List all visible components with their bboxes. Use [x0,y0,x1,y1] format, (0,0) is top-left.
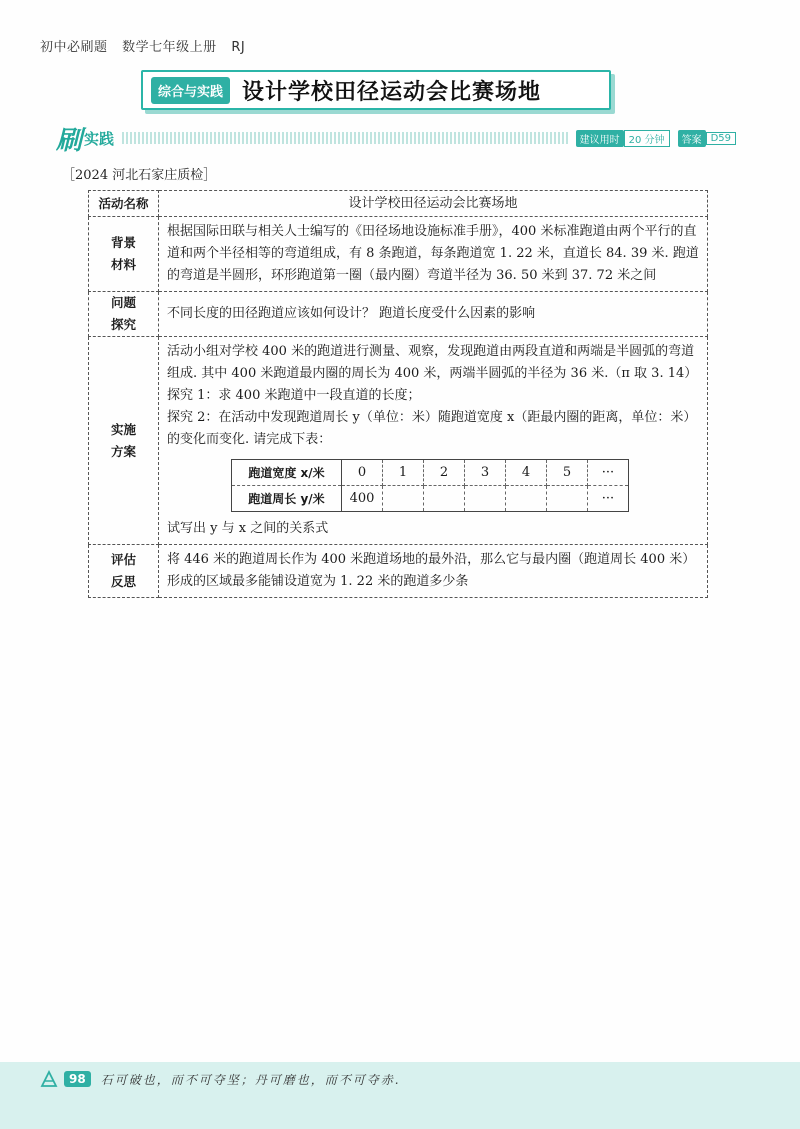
running-header [40,36,255,55]
time-value: 20 分钟 [624,130,670,147]
label-reflection: 评估 反思 [110,552,136,589]
table-row [89,337,708,545]
table-cell-blank[interactable] [383,486,424,512]
table-row [89,292,708,337]
section-label: 实践 [84,129,115,148]
activity-table [88,190,708,598]
table-cell: ··· [588,486,629,512]
series-name: 初中必刷题 [40,40,108,55]
reflection-content: 将 446 米的跑道周长作为 400 米跑道场地的最外沿，那么它与最内圈（跑道周长 400 米）形成的区域最多能铺设道宽为 1. 22 米的跑道多少条 [159,545,708,598]
footer-motto: 石可破也，而不可夺坚；丹可磨也，而不可夺赤. [100,1072,401,1087]
table-cell: 1 [383,460,424,486]
time-label: 建议用时 [576,130,624,147]
edition-name: RJ [231,40,246,55]
table-cell: 3 [465,460,506,486]
table-cell: 0 [342,460,383,486]
table-cell: 2 [424,460,465,486]
table-cell: 4 [506,460,547,486]
question-content: 不同长度的田径跑道应该如何设计？ 跑道长度受什么因素的影响 [159,292,708,337]
label-plan: 实施 方案 [110,421,136,459]
tent-icon [40,1070,58,1088]
answer-page: D59 [706,132,736,145]
table-row [89,191,708,217]
row-label [89,545,159,598]
row-label: 活动名称 [89,191,159,217]
value-table [231,459,629,512]
activity-name: 设计学校田径运动会比赛场地 [159,191,708,217]
answer-label: 答案 [678,130,706,147]
plan-paragraph-1: 活动小组对学校 400 米的跑道进行测量、观察，发现跑道由两段直道和两端是半圆弧的弯道组成. 其中 400 米跑道最内圈的周长为 400 米，两端半圆弧的半径为 36 米.（π 取 3. 14） [167,344,698,381]
section-bar [56,124,736,156]
label-background: 背景 材料 [110,235,136,272]
title-tag: 综合与实践 [151,77,230,104]
page-title: 设计学校田径运动会比赛场地 [242,79,542,105]
footer [40,1066,401,1092]
table-row [89,545,708,598]
label-question: 问题 探究 [110,295,136,332]
table-row [232,486,629,512]
plan-paragraph-4: 试写出 y 与 x 之间的关系式 [167,521,329,536]
background-content: 根据国际田联与相关人士编写的《田径场地设施标准手册》，400 米标准跑道由两个平行的直道和两个半径相等的弯道组成，有 8 条跑道，每条跑道宽 1. 22 米，直道长 84. 39 米. 跑道的弯道是半圆形，环形跑道第一圈（最内圈）弯道半径为 36. 50 米到 37. 72 米之间 [159,217,708,292]
table-cell: 5 [547,460,588,486]
row-label [89,292,159,337]
row-label [89,337,159,545]
table-cell-blank[interactable] [547,486,588,512]
problem-source: ［2024 河北石家庄质检］ [62,168,217,183]
table-cell-blank[interactable] [465,486,506,512]
section-brush-icon: 刷 [56,125,83,156]
page-number: 98 [64,1071,91,1087]
subject-name: 数学七年级上册 [122,40,217,55]
table-cell: ··· [588,460,629,486]
table-cell: 400 [342,486,383,512]
width-header: 跑道宽度 x/米 [232,460,342,486]
plan-content [159,337,708,545]
table-cell-blank[interactable] [506,486,547,512]
title-box [141,70,611,110]
perimeter-header: 跑道周长 y/米 [232,486,342,512]
table-cell-blank[interactable] [424,486,465,512]
plan-paragraph-3: 探究 2：在活动中发现跑道周长 y（单位：米）随跑道宽度 x（距最内圈的距离，单位：米）的变化而变化. 请完成下表： [167,410,697,447]
table-row [232,460,629,486]
table-row [89,217,708,292]
plan-paragraph-2: 探究 1：求 400 米跑道中一段直道的长度； [167,388,421,403]
row-label [89,217,159,292]
section-divider [122,132,568,144]
